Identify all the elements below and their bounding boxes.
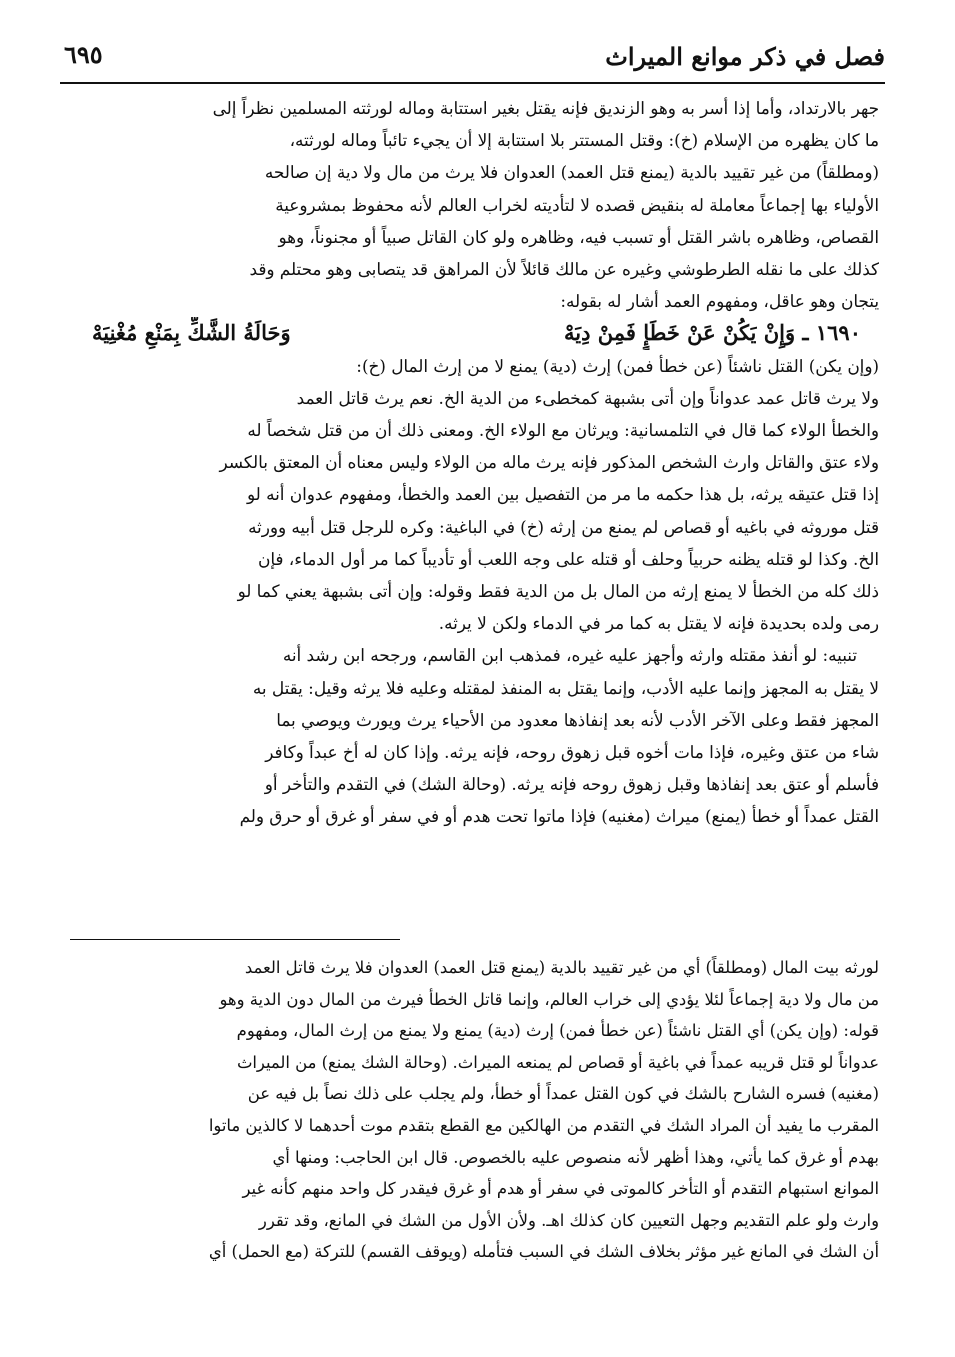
text-line: (وإن يكن) القتل ناشئاً (عن خطأ فمن) إرث (دية) يمنع لا من إرث المال (خ): bbox=[356, 355, 879, 376]
footnote-divider bbox=[70, 939, 400, 940]
text-line: الخ. وكذا لو قتله يظنه حربياً وحلف أو قتله على وجه اللعب أو تأديباً كما مر أول الدماء، فإن bbox=[258, 548, 879, 569]
text-line: يتجان وهو عاقل، ومفهوم العمد أشار له بقوله: bbox=[560, 291, 879, 312]
text-line: القصاص، وظاهره باشر القتل أو تسبب فيه، وظاهره ولو كان القاتل صبياً أو مجنوناً، وهو bbox=[278, 226, 879, 247]
footnote-line: (مغنيه) فسره الشارح بالشك في كون القتل عمداً أو خطأ، ولم يجلب على ذلك نصاً بل فيه عن bbox=[247, 1084, 879, 1104]
text-line: ولاء عتق والقاتل وارث الشخص المذكور فإنه يرث ماله من الولاء وليس معناه أن المعتق بالكسر bbox=[219, 452, 879, 473]
verse-line bbox=[64, 317, 879, 349]
text-line: ما كان يظهره من الإسلام (خ): وقتل المستتر بلا استتابة إلا أن يجيء تائباً وماله لورثته، bbox=[289, 130, 879, 151]
footnote-line: المقرب ما يفيد أن المراد الشك في التقدم من الهالكين مع القطع بتقدم موت أحدهما لا كالذين ماتوا bbox=[208, 1115, 879, 1135]
footnote-line: بهدم أو غرق كما يأتي، وهذا أظهر لأنه منصوص عليه بالخصوص. قال ابن الحاجب: ومنها أي bbox=[272, 1147, 879, 1167]
footnote-line: لورثه بيت المال (ومطلقاً) أي من غير تقييد بالدية (يمنع قتل العمد) العدوان فلا يرث قاتل العمد bbox=[244, 958, 879, 977]
verse-second-hemistich: وَحَالَةُ الشَّكِّ بِمَنْعِ مُغْنِيَهْ bbox=[92, 320, 291, 346]
text-line: كذلك على ما نقله الطرطوشي وغيره عن مالك قائلاً لأن المراهق قد يتصابى وهو محتلم وقد bbox=[249, 259, 879, 280]
verse-first-hemistich: ١٦٩٠ ـ وَإِنْ يَكُنْ عَنْ خَطَإٍ فَمِنْ دِيَهْ bbox=[563, 320, 861, 346]
footnotes bbox=[64, 952, 879, 1268]
text-line: المجهز فقط وعلى الآخر الأدب لأنه بعد إنفاذها معدود من الأحياء يرث ويورث ويوصي بما bbox=[276, 709, 879, 730]
footnote-line: الموانع استبهام التقدم أو التأخر كالموتى في سفر أو هدم أو غرق فيقدر كل واحد منهم كأنه غير bbox=[242, 1179, 879, 1199]
text-line: ولا يرث قاتل عمد عدواناً وإن أتى بشبهة كمخطىء من الدية الخ. نعم يرث قاتل العمد bbox=[296, 387, 879, 408]
text-line: قتل موروثه في باغيه أو قصاص لم يمنع من إرثه (خ) في الباغية: وكره للرجل قتل أبيه وورثه bbox=[248, 516, 879, 537]
text-line: والخطأ الولاء كما قال في التلمسانية: ويرثان مع الولاء الخ. ومعنى ذلك أن من قتل شخصاً له bbox=[247, 420, 879, 441]
tanbih-line: تنبيه: لو أنفذ مقتله وارثه وأجهز عليه غيره، فمذهب ابن القاسم، ورجحه ابن رشد أنه bbox=[282, 645, 857, 666]
text-line: إذا قتل عتيقه يرثه، بل هذا حكمه ما مر من التفصيل بين العمد والخطأ، ومفهوم عدوان أنه لو bbox=[246, 484, 879, 505]
main-text bbox=[64, 92, 879, 833]
footnote-line: قوله: (وإن يكن) أي القتل ناشئاً (عن خطأ فمن) إرث (دية) يمنع ولا يمنع من إرث المال، ومفهوم bbox=[236, 1021, 879, 1041]
text-line: رمى ولده بحديدة فإنه لا يقتل به كما مر في الدماء ولكن لا يرثه. bbox=[438, 613, 879, 634]
text-line: جهر بالارتداد، وأما إذا أسر به وهو الزنديق فإنه يقتل بغير استتابة وماله لورثته المسلمين نظراً إلى bbox=[212, 98, 879, 118]
text-line: الأولياء بها إجماعاً معاملة له بنقيض قصده لا لتأديته لخراب العالم لأنه محفوظ بمشروعية bbox=[275, 194, 879, 215]
page-number: ٦٩٥ bbox=[64, 40, 103, 69]
footnote-line: عدواناً لو قتل قريبه عمداً في باغية أو قصاص لم يمنعه الميراث. (وحالة الشك يمنع) من الميراث bbox=[236, 1052, 879, 1072]
footnote-line: من مال ولا دية إجماعاً لئلا يؤدي إلى خراب العالم، وإنما قاتل الخطأ فيرث من المال دون الدية وهو bbox=[219, 989, 879, 1009]
page-header bbox=[60, 36, 885, 84]
footnote-line: وارث ولو علم التقديم وجهل التعيين كان كذلك اهـ. ولأن الأول من الشك في المانع، وقد تقرر bbox=[258, 1210, 879, 1230]
text-line: القتل عمداً أو خطأ (يمنع) ميراث (مغنيه) فإذا ماتوا تحت هدم أو في سفر أو غرق أو حرق ولم bbox=[239, 806, 879, 827]
text-line: ذلك كله من الخطأ لا يمنع إرثه من المال بل من الدية فقط وقوله: وإن أتى بشبهة يعني كما لو bbox=[237, 581, 879, 602]
footnote-line: أن الشك في المانع غير مؤثر بخلاف الشك في السبب فتأمله (ويوقف القسم) للتركة (مع الحمل) أي bbox=[208, 1242, 879, 1262]
text-line: لا يقتل به المجهز وإنما عليه الأدب، وإنما يقتل به المنفذ لمقتله وعليه فلا يرثه وقيل: يقتل به bbox=[252, 677, 879, 698]
text-line: شاء من عتق وغيره، فإذا مات أخوه قبل زهوق روحه، فإنه يرثه. وإذا كان له أخ عبداً وكافر bbox=[265, 742, 879, 763]
text-line: (ومطلقاً) من غير تقييد بالدية (يمنع قتل العمد) العدوان فلا يرث من مال ولا دية إن صالحه bbox=[264, 162, 879, 183]
text-line: فأسلم أو عتق بعد إنفاذها وقبل زهوق روحه فإنه يرثه. (وحالة الشك) في التقدم والتأخر أو bbox=[264, 774, 879, 795]
section-title: فصل في ذكر موانع الميراث bbox=[605, 42, 885, 71]
